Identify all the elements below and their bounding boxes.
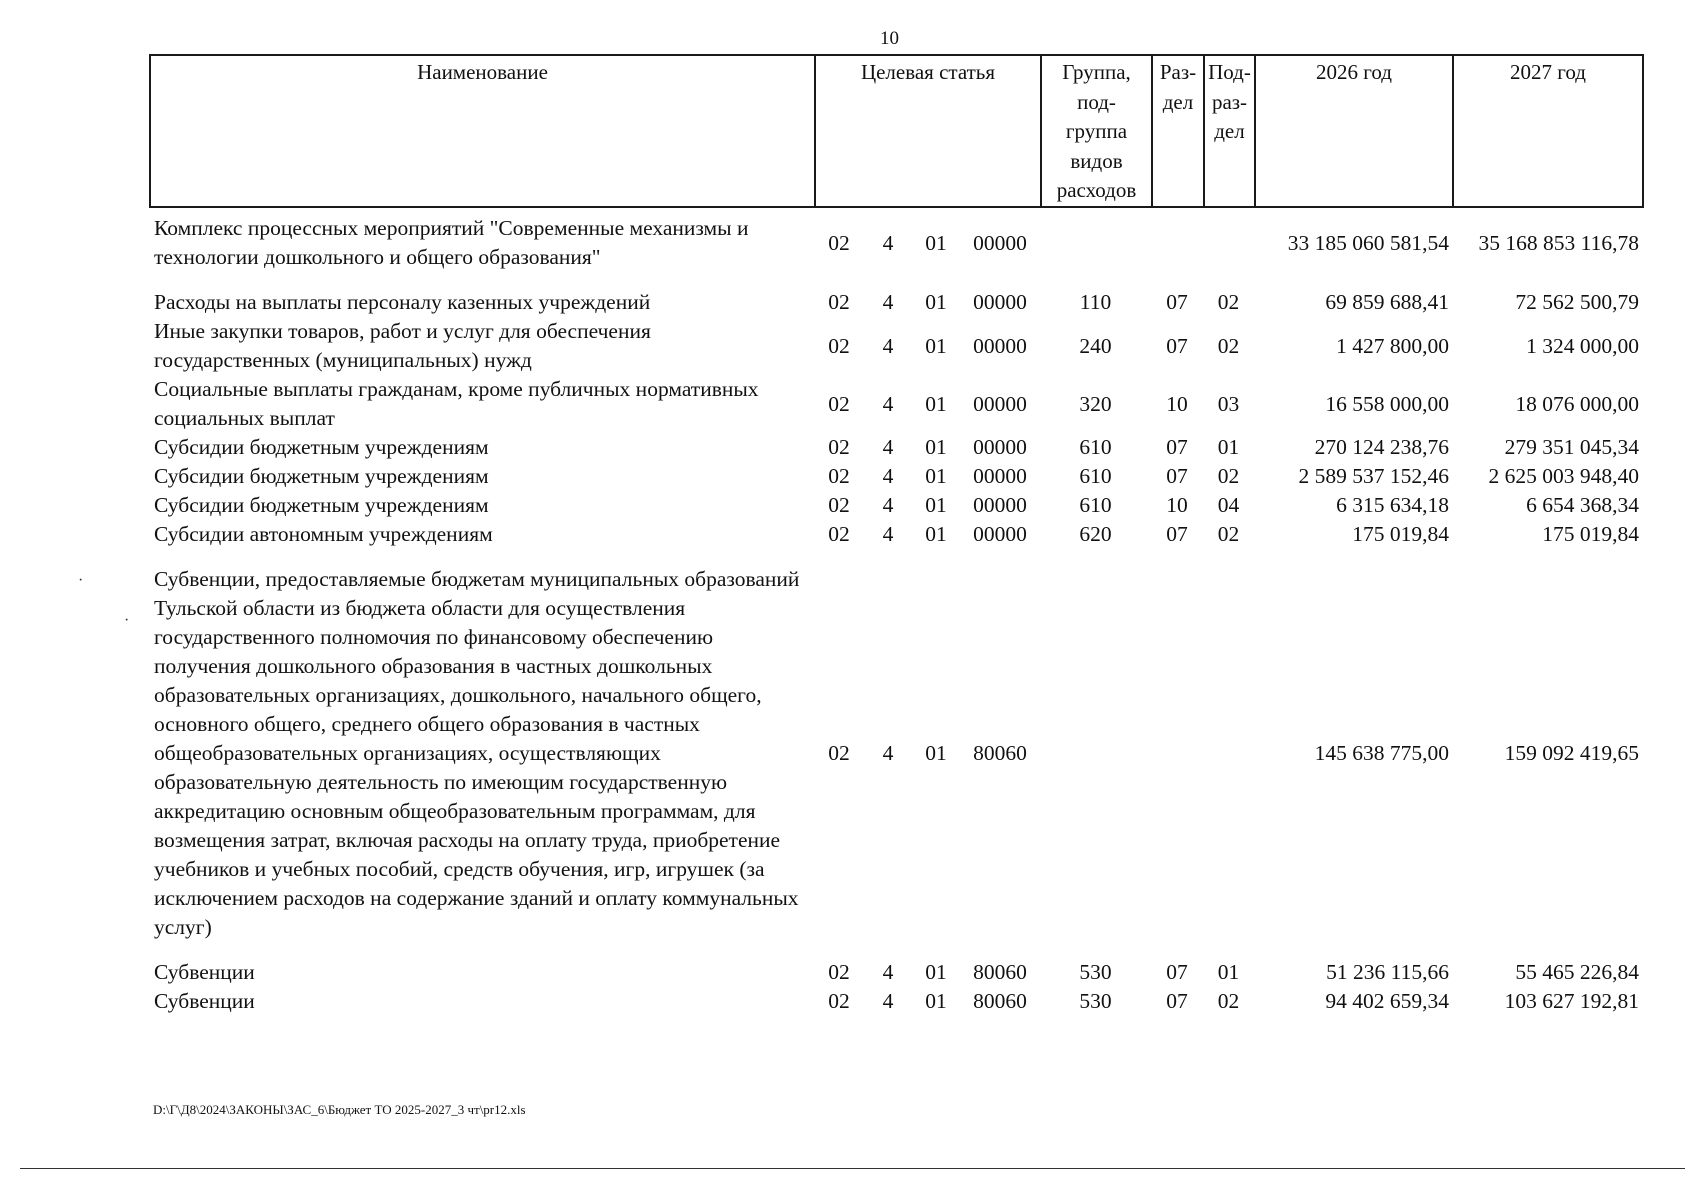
amount-2026: 1 427 800,00 <box>1336 333 1449 358</box>
row-name: Субсидии бюджетным учреждениям <box>154 464 489 488</box>
target-direction-code: 00000 <box>973 493 1027 517</box>
table-row <box>149 987 1642 1016</box>
target-program-code: 02 <box>828 333 850 358</box>
amount-2027: 6 654 368,34 <box>1526 493 1639 517</box>
subsection-code: 02 <box>1217 522 1240 546</box>
table-header <box>149 54 1644 208</box>
header-year-2026: 2026 год <box>1255 55 1453 207</box>
scan-mark: · <box>78 572 84 589</box>
amount-2027: 72 562 500,79 <box>1515 290 1639 314</box>
target-complex-code: 01 <box>925 989 947 1013</box>
header-name: Наименование <box>150 55 815 207</box>
amount-2026: 145 638 775,00 <box>1314 741 1449 765</box>
target-direction-code: 00000 <box>973 391 1027 416</box>
row-name: Субвенции <box>154 989 255 1013</box>
target-program-code: 02 <box>828 391 850 416</box>
target-complex-code: 01 <box>925 741 947 765</box>
expense-group-code <box>1040 214 1151 272</box>
section-code: 07 <box>1166 435 1188 459</box>
row-name: Субсидии бюджетным учреждениям <box>154 435 489 459</box>
target-direction-code: 80060 <box>973 960 1027 984</box>
header-expense-group-line: группа <box>1065 119 1128 143</box>
target-direction-code: 00000 <box>973 230 1027 255</box>
expense-group-code: 530 <box>1079 989 1112 1013</box>
amount-2027: 2 625 003 948,40 <box>1488 464 1639 488</box>
target-subprogram-code: 4 <box>882 435 894 459</box>
amount-2027: 18 076 000,00 <box>1515 391 1639 416</box>
header-section <box>1152 55 1204 207</box>
amount-2027: 55 465 226,84 <box>1515 960 1639 984</box>
expense-group-code <box>1040 565 1151 942</box>
table-row <box>149 433 1642 462</box>
section-code: 07 <box>1166 960 1188 984</box>
target-program-code: 02 <box>828 493 850 517</box>
target-subprogram-code: 4 <box>882 741 894 765</box>
target-program-code: 02 <box>828 522 850 546</box>
row-name: Субвенции <box>154 960 255 984</box>
target-program-code: 02 <box>828 464 850 488</box>
target-program-code: 02 <box>828 290 850 314</box>
expense-group-code: 110 <box>1079 290 1112 314</box>
amount-2026: 270 124 238,76 <box>1314 435 1449 459</box>
table-row <box>149 520 1642 549</box>
header-section-line: Раз- <box>1159 60 1197 84</box>
expense-group-code: 320 <box>1079 391 1112 416</box>
section-code: 07 <box>1166 290 1188 314</box>
amount-2026: 6 315 634,18 <box>1336 493 1449 517</box>
section-code <box>1151 565 1203 942</box>
target-complex-code: 01 <box>925 960 947 984</box>
row-spacer <box>149 549 1642 565</box>
table-row <box>149 317 1642 375</box>
amount-2026: 33 185 060 581,54 <box>1287 230 1449 255</box>
amount-2027: 159 092 419,65 <box>1504 741 1639 765</box>
row-name: Социальные выплаты гражданам, кроме публичных нормативных социальных выплат <box>154 377 759 430</box>
header-subsection <box>1204 55 1255 207</box>
subsection-code: 03 <box>1217 391 1240 416</box>
amount-2026: 175 019,84 <box>1352 522 1449 546</box>
page-number: 10 <box>880 28 899 49</box>
row-name: Субвенции, предоставляемые бюджетам муниципальных образований Тульской области из бюджета области для осуществления государственного полномочия по финансовому обеспечению получения дошкольного образования в частных дошкольных образовательных организациях, дошкольного, начального общего, основного общего, среднего общего образования в частных общеобразовательных организациях, осуществляющих образовательную деятельность по имеющим государственную аккредитацию основным общеобразовательным программам, для возмещения затрат, включая расходы на оплату труда, приобретение учебников и учебных пособий, средств обучения, игр, игрушек (за исключением расходов на содержание зданий и оплату коммунальных услуг) <box>154 567 800 939</box>
table-row <box>149 288 1642 317</box>
section-code <box>1151 214 1203 272</box>
expense-group-code: 620 <box>1079 522 1112 546</box>
table-row <box>149 958 1642 987</box>
target-direction-code: 00000 <box>973 464 1027 488</box>
header-target-article: Целевая статья <box>815 55 1041 207</box>
target-subprogram-code: 4 <box>882 989 894 1013</box>
subsection-code <box>1203 214 1254 272</box>
subsection-code: 02 <box>1217 333 1240 358</box>
target-program-code: 02 <box>828 960 850 984</box>
amount-2026: 94 402 659,34 <box>1325 989 1449 1013</box>
target-complex-code: 01 <box>925 435 947 459</box>
target-program-code: 02 <box>828 989 850 1013</box>
target-subprogram-code: 4 <box>882 493 894 517</box>
expense-group-code: 240 <box>1079 333 1112 358</box>
table-row <box>149 462 1642 491</box>
scan-mark: · <box>124 612 130 629</box>
header-subsection-line: Под- <box>1208 60 1251 84</box>
target-program-code: 02 <box>828 741 850 765</box>
expense-group-code: 530 <box>1079 960 1112 984</box>
target-complex-code: 01 <box>925 230 947 255</box>
target-subprogram-code: 4 <box>882 333 894 358</box>
subsection-code: 02 <box>1217 989 1240 1013</box>
header-expense-group-line: расходов <box>1056 178 1137 202</box>
target-subprogram-code: 4 <box>882 290 894 314</box>
amount-2026: 69 859 688,41 <box>1325 290 1449 314</box>
row-name: Субсидии автономным учреждениям <box>154 522 493 546</box>
section-code: 07 <box>1166 522 1188 546</box>
target-complex-code: 01 <box>925 290 947 314</box>
target-complex-code: 01 <box>925 493 947 517</box>
subsection-code: 02 <box>1217 464 1240 488</box>
table-row <box>149 214 1642 272</box>
header-subsection-line: дел <box>1214 119 1245 143</box>
amount-2027: 35 168 853 116,78 <box>1478 230 1639 255</box>
table-row <box>149 375 1642 433</box>
subsection-code: 04 <box>1217 493 1240 517</box>
bottom-divider <box>20 1168 1685 1169</box>
amount-2026: 2 589 537 152,46 <box>1298 464 1449 488</box>
header-section-line: дел <box>1162 89 1194 114</box>
target-complex-code: 01 <box>925 522 947 546</box>
target-direction-code: 80060 <box>973 741 1027 765</box>
row-name: Субсидии бюджетным учреждениям <box>154 493 489 517</box>
amount-2027: 1 324 000,00 <box>1526 333 1639 358</box>
target-complex-code: 01 <box>925 391 947 416</box>
amount-2026: 16 558 000,00 <box>1325 391 1449 416</box>
section-code: 07 <box>1166 333 1188 358</box>
target-direction-code: 00000 <box>973 333 1027 358</box>
target-direction-code: 00000 <box>973 435 1027 459</box>
subsection-code: 01 <box>1217 435 1240 459</box>
budget-table-body <box>149 214 1642 1016</box>
table-row <box>149 491 1642 520</box>
target-subprogram-code: 4 <box>882 464 894 488</box>
target-subprogram-code: 4 <box>882 522 894 546</box>
target-program-code: 02 <box>828 230 850 255</box>
row-name: Иные закупки товаров, работ и услуг для обеспечения государственных (муниципальных) нужд <box>154 319 651 372</box>
header-subsection-line: раз- <box>1211 89 1248 114</box>
header-expense-group <box>1041 55 1152 207</box>
target-complex-code: 01 <box>925 333 947 358</box>
subsection-code <box>1203 565 1254 942</box>
section-code: 10 <box>1166 391 1188 416</box>
subsection-code: 01 <box>1217 960 1240 984</box>
row-spacer <box>149 272 1642 288</box>
amount-2027: 279 351 045,34 <box>1504 435 1639 459</box>
file-path-footer: D:\Г\Д8\2024\ЗАКОНЫ\ЗАС_6\Бюджет ТО 2025-2027_3 чт\pr12.xls <box>153 1102 526 1117</box>
amount-2026: 51 236 115,66 <box>1326 960 1449 984</box>
target-subprogram-code: 4 <box>882 230 894 255</box>
row-name: Комплекс процессных мероприятий "Современные механизмы и технологии дошкольного и общего образования" <box>154 216 749 269</box>
amount-2027: 175 019,84 <box>1542 522 1639 546</box>
section-code: 07 <box>1166 989 1188 1013</box>
target-complex-code: 01 <box>925 464 947 488</box>
section-code: 10 <box>1166 493 1188 517</box>
amount-2027: 103 627 192,81 <box>1504 989 1639 1013</box>
target-direction-code: 00000 <box>973 522 1027 546</box>
header-expense-group-line: под- <box>1077 89 1116 114</box>
expense-group-code: 610 <box>1079 493 1112 517</box>
row-name: Расходы на выплаты персоналу казенных учреждений <box>154 290 651 314</box>
target-direction-code: 00000 <box>973 290 1027 314</box>
expense-group-code: 610 <box>1079 435 1112 459</box>
target-direction-code: 80060 <box>973 989 1027 1013</box>
subsection-code: 02 <box>1217 290 1240 314</box>
target-subprogram-code: 4 <box>882 391 894 416</box>
row-spacer <box>149 942 1642 958</box>
header-year-2027: 2027 год <box>1453 55 1643 207</box>
target-program-code: 02 <box>828 435 850 459</box>
header-expense-group-line: Группа, <box>1062 60 1131 84</box>
table-row <box>149 565 1642 942</box>
expense-group-code: 610 <box>1079 464 1112 488</box>
section-code: 07 <box>1166 464 1188 488</box>
target-subprogram-code: 4 <box>882 960 894 984</box>
header-expense-group-line: видов <box>1070 148 1123 173</box>
